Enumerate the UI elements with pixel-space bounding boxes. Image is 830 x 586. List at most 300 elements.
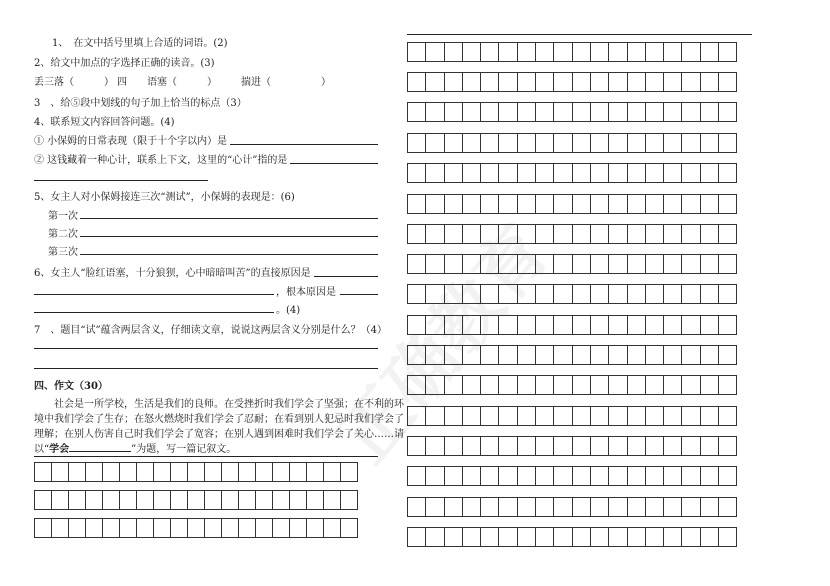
- grid-cell[interactable]: [553, 102, 572, 122]
- grid-cell[interactable]: [645, 436, 664, 456]
- grid-cell[interactable]: [681, 254, 700, 274]
- grid-cell[interactable]: [663, 102, 682, 122]
- grid-cell[interactable]: [700, 72, 719, 92]
- grid-cell[interactable]: [480, 527, 499, 547]
- grid-cell[interactable]: [462, 224, 481, 244]
- grid-cell[interactable]: [289, 490, 307, 510]
- grid-cell[interactable]: [480, 163, 499, 183]
- grid-cell[interactable]: [535, 102, 554, 122]
- grid-cell[interactable]: [572, 345, 591, 365]
- grid-cell[interactable]: [498, 406, 517, 426]
- grid-cell[interactable]: [608, 406, 627, 426]
- grid-cell[interactable]: [590, 72, 609, 92]
- grid-cell[interactable]: [718, 466, 737, 486]
- grid-cell[interactable]: [535, 497, 554, 517]
- grid-cell[interactable]: [681, 42, 700, 62]
- grid-cell[interactable]: [480, 375, 499, 395]
- grid-cell[interactable]: [444, 466, 463, 486]
- grid-cell[interactable]: [34, 462, 52, 482]
- grid-cell[interactable]: [462, 163, 481, 183]
- grid-cell[interactable]: [444, 315, 463, 335]
- grid-cell[interactable]: [425, 436, 444, 456]
- grid-cell[interactable]: [221, 462, 239, 482]
- grid-cell[interactable]: [462, 254, 481, 274]
- grid-cell[interactable]: [340, 462, 358, 482]
- grid-cell[interactable]: [498, 315, 517, 335]
- grid-cell[interactable]: [645, 345, 664, 365]
- grid-cell[interactable]: [663, 133, 682, 153]
- grid-cell[interactable]: [238, 490, 256, 510]
- grid-cell[interactable]: [608, 375, 627, 395]
- grid-cell[interactable]: [535, 315, 554, 335]
- grid-cell[interactable]: [681, 466, 700, 486]
- grid-cell[interactable]: [498, 42, 517, 62]
- grid-cell[interactable]: [444, 224, 463, 244]
- grid-cell[interactable]: [681, 345, 700, 365]
- grid-cell[interactable]: [187, 518, 205, 538]
- grid-cell[interactable]: [462, 42, 481, 62]
- grid-cell[interactable]: [590, 224, 609, 244]
- grid-cell[interactable]: [407, 72, 426, 92]
- grid-cell[interactable]: [553, 527, 572, 547]
- grid-cell[interactable]: [572, 163, 591, 183]
- grid-cell[interactable]: [425, 406, 444, 426]
- grid-cell[interactable]: [535, 163, 554, 183]
- grid-cell[interactable]: [517, 72, 536, 92]
- grid-cell[interactable]: [553, 163, 572, 183]
- grid-cell[interactable]: [590, 466, 609, 486]
- grid-cell[interactable]: [462, 436, 481, 456]
- grid-cell[interactable]: [553, 345, 572, 365]
- grid-cell[interactable]: [498, 194, 517, 214]
- writing-grid-row[interactable]: [407, 345, 736, 365]
- grid-cell[interactable]: [407, 163, 426, 183]
- grid-cell[interactable]: [608, 224, 627, 244]
- grid-cell[interactable]: [204, 462, 222, 482]
- grid-cell[interactable]: [608, 345, 627, 365]
- grid-cell[interactable]: [590, 406, 609, 426]
- grid-cell[interactable]: [718, 284, 737, 304]
- grid-cell[interactable]: [608, 163, 627, 183]
- grid-cell[interactable]: [700, 254, 719, 274]
- grid-cell[interactable]: [407, 194, 426, 214]
- grid-cell[interactable]: [627, 254, 646, 274]
- grid-cell[interactable]: [425, 102, 444, 122]
- grid-cell[interactable]: [700, 406, 719, 426]
- grid-cell[interactable]: [663, 194, 682, 214]
- grid-cell[interactable]: [608, 72, 627, 92]
- grid-cell[interactable]: [425, 194, 444, 214]
- grid-cell[interactable]: [590, 375, 609, 395]
- grid-cell[interactable]: [498, 133, 517, 153]
- grid-cell[interactable]: [407, 436, 426, 456]
- grid-cell[interactable]: [681, 133, 700, 153]
- grid-cell[interactable]: [645, 133, 664, 153]
- grid-cell[interactable]: [462, 466, 481, 486]
- writing-grid-row[interactable]: [407, 42, 736, 62]
- grid-cell[interactable]: [425, 163, 444, 183]
- grid-cell[interactable]: [425, 254, 444, 274]
- grid-cell[interactable]: [608, 497, 627, 517]
- grid-cell[interactable]: [68, 518, 86, 538]
- grid-cell[interactable]: [306, 490, 324, 510]
- grid-cell[interactable]: [517, 527, 536, 547]
- grid-cell[interactable]: [480, 133, 499, 153]
- grid-cell[interactable]: [553, 72, 572, 92]
- grid-cell[interactable]: [700, 345, 719, 365]
- writing-grid-row[interactable]: [407, 284, 736, 304]
- grid-cell[interactable]: [480, 284, 499, 304]
- grid-cell[interactable]: [645, 284, 664, 304]
- grid-cell[interactable]: [590, 284, 609, 304]
- grid-cell[interactable]: [572, 284, 591, 304]
- grid-cell[interactable]: [85, 490, 103, 510]
- grid-cell[interactable]: [480, 102, 499, 122]
- grid-cell[interactable]: [608, 466, 627, 486]
- grid-cell[interactable]: [718, 72, 737, 92]
- grid-cell[interactable]: [425, 375, 444, 395]
- grid-cell[interactable]: [608, 436, 627, 456]
- grid-cell[interactable]: [323, 490, 341, 510]
- grid-cell[interactable]: [553, 436, 572, 456]
- grid-cell[interactable]: [444, 194, 463, 214]
- grid-cell[interactable]: [663, 254, 682, 274]
- grid-cell[interactable]: [34, 490, 52, 510]
- grid-cell[interactable]: [645, 72, 664, 92]
- grid-cell[interactable]: [444, 406, 463, 426]
- grid-cell[interactable]: [681, 315, 700, 335]
- grid-cell[interactable]: [627, 133, 646, 153]
- grid-cell[interactable]: [102, 518, 120, 538]
- grid-cell[interactable]: [462, 72, 481, 92]
- grid-cell[interactable]: [407, 497, 426, 517]
- grid-cell[interactable]: [645, 527, 664, 547]
- grid-cell[interactable]: [627, 315, 646, 335]
- grid-cell[interactable]: [407, 102, 426, 122]
- grid-cell[interactable]: [136, 518, 154, 538]
- grid-cell[interactable]: [572, 315, 591, 335]
- grid-cell[interactable]: [535, 406, 554, 426]
- grid-cell[interactable]: [553, 315, 572, 335]
- grid-cell[interactable]: [718, 406, 737, 426]
- grid-cell[interactable]: [663, 497, 682, 517]
- grid-cell[interactable]: [535, 345, 554, 365]
- grid-cell[interactable]: [681, 375, 700, 395]
- grid-cell[interactable]: [663, 466, 682, 486]
- grid-cell[interactable]: [718, 527, 737, 547]
- grid-cell[interactable]: [718, 345, 737, 365]
- grid-cell[interactable]: [718, 102, 737, 122]
- grid-cell[interactable]: [407, 315, 426, 335]
- grid-cell[interactable]: [535, 224, 554, 244]
- grid-cell[interactable]: [645, 224, 664, 244]
- grid-cell[interactable]: [663, 315, 682, 335]
- grid-cell[interactable]: [517, 284, 536, 304]
- grid-cell[interactable]: [340, 518, 358, 538]
- grid-cell[interactable]: [535, 254, 554, 274]
- writing-grid-row[interactable]: [407, 133, 736, 153]
- grid-cell[interactable]: [700, 497, 719, 517]
- grid-cell[interactable]: [700, 42, 719, 62]
- grid-cell[interactable]: [681, 102, 700, 122]
- grid-cell[interactable]: [462, 345, 481, 365]
- grid-cell[interactable]: [627, 284, 646, 304]
- grid-cell[interactable]: [462, 497, 481, 517]
- grid-cell[interactable]: [535, 133, 554, 153]
- grid-cell[interactable]: [700, 527, 719, 547]
- grid-cell[interactable]: [517, 466, 536, 486]
- grid-cell[interactable]: [85, 518, 103, 538]
- grid-cell[interactable]: [444, 72, 463, 92]
- grid-cell[interactable]: [425, 497, 444, 517]
- grid-cell[interactable]: [407, 375, 426, 395]
- writing-grid-row[interactable]: [407, 163, 736, 183]
- grid-cell[interactable]: [718, 224, 737, 244]
- grid-cell[interactable]: [663, 345, 682, 365]
- grid-cell[interactable]: [700, 375, 719, 395]
- grid-cell[interactable]: [498, 375, 517, 395]
- grid-cell[interactable]: [572, 133, 591, 153]
- grid-cell[interactable]: [204, 518, 222, 538]
- grid-cell[interactable]: [572, 102, 591, 122]
- grid-cell[interactable]: [444, 345, 463, 365]
- grid-cell[interactable]: [681, 406, 700, 426]
- grid-cell[interactable]: [255, 490, 273, 510]
- grid-cell[interactable]: [663, 42, 682, 62]
- writing-grid-row[interactable]: [407, 497, 736, 517]
- grid-cell[interactable]: [407, 527, 426, 547]
- grid-cell[interactable]: [119, 490, 137, 510]
- grid-cell[interactable]: [645, 497, 664, 517]
- grid-cell[interactable]: [663, 224, 682, 244]
- grid-cell[interactable]: [553, 406, 572, 426]
- grid-cell[interactable]: [627, 345, 646, 365]
- grid-cell[interactable]: [480, 436, 499, 456]
- grid-cell[interactable]: [553, 224, 572, 244]
- grid-cell[interactable]: [462, 406, 481, 426]
- grid-cell[interactable]: [517, 315, 536, 335]
- grid-cell[interactable]: [425, 42, 444, 62]
- grid-cell[interactable]: [572, 375, 591, 395]
- grid-cell[interactable]: [306, 518, 324, 538]
- grid-cell[interactable]: [627, 466, 646, 486]
- grid-cell[interactable]: [718, 194, 737, 214]
- grid-cell[interactable]: [187, 490, 205, 510]
- grid-cell[interactable]: [718, 254, 737, 274]
- grid-cell[interactable]: [572, 254, 591, 274]
- grid-cell[interactable]: [289, 462, 307, 482]
- grid-cell[interactable]: [517, 42, 536, 62]
- grid-cell[interactable]: [444, 102, 463, 122]
- grid-cell[interactable]: [608, 527, 627, 547]
- grid-cell[interactable]: [170, 518, 188, 538]
- grid-cell[interactable]: [590, 163, 609, 183]
- grid-cell[interactable]: [608, 254, 627, 274]
- grid-cell[interactable]: [444, 527, 463, 547]
- grid-cell[interactable]: [480, 406, 499, 426]
- grid-cell[interactable]: [425, 466, 444, 486]
- grid-cell[interactable]: [645, 163, 664, 183]
- grid-cell[interactable]: [627, 436, 646, 456]
- grid-cell[interactable]: [553, 466, 572, 486]
- grid-cell[interactable]: [645, 42, 664, 62]
- grid-cell[interactable]: [645, 466, 664, 486]
- grid-cell[interactable]: [51, 490, 69, 510]
- grid-cell[interactable]: [700, 436, 719, 456]
- grid-cell[interactable]: [572, 194, 591, 214]
- grid-cell[interactable]: [572, 42, 591, 62]
- grid-cell[interactable]: [627, 406, 646, 426]
- grid-cell[interactable]: [535, 436, 554, 456]
- grid-cell[interactable]: [444, 497, 463, 517]
- grid-cell[interactable]: [681, 527, 700, 547]
- writing-grid-row[interactable]: [407, 466, 736, 486]
- grid-cell[interactable]: [572, 72, 591, 92]
- grid-cell[interactable]: [85, 462, 103, 482]
- grid-cell[interactable]: [681, 497, 700, 517]
- grid-cell[interactable]: [663, 284, 682, 304]
- grid-cell[interactable]: [681, 224, 700, 244]
- grid-cell[interactable]: [323, 518, 341, 538]
- grid-cell[interactable]: [517, 406, 536, 426]
- grid-cell[interactable]: [681, 194, 700, 214]
- grid-cell[interactable]: [498, 466, 517, 486]
- grid-cell[interactable]: [51, 462, 69, 482]
- grid-cell[interactable]: [272, 462, 290, 482]
- grid-cell[interactable]: [498, 497, 517, 517]
- grid-cell[interactable]: [498, 284, 517, 304]
- grid-cell[interactable]: [444, 375, 463, 395]
- grid-cell[interactable]: [535, 194, 554, 214]
- writing-grid-row[interactable]: [407, 406, 736, 426]
- grid-cell[interactable]: [498, 102, 517, 122]
- grid-cell[interactable]: [627, 375, 646, 395]
- grid-cell[interactable]: [572, 406, 591, 426]
- grid-cell[interactable]: [407, 406, 426, 426]
- grid-cell[interactable]: [272, 518, 290, 538]
- grid-cell[interactable]: [221, 518, 239, 538]
- grid-cell[interactable]: [663, 406, 682, 426]
- grid-cell[interactable]: [718, 436, 737, 456]
- grid-cell[interactable]: [425, 284, 444, 304]
- grid-cell[interactable]: [444, 163, 463, 183]
- grid-cell[interactable]: [645, 194, 664, 214]
- grid-cell[interactable]: [663, 436, 682, 456]
- grid-cell[interactable]: [718, 315, 737, 335]
- grid-cell[interactable]: [517, 497, 536, 517]
- grid-cell[interactable]: [462, 284, 481, 304]
- grid-cell[interactable]: [663, 527, 682, 547]
- grid-cell[interactable]: [700, 315, 719, 335]
- grid-cell[interactable]: [553, 254, 572, 274]
- grid-cell[interactable]: [498, 163, 517, 183]
- grid-cell[interactable]: [700, 224, 719, 244]
- grid-cell[interactable]: [553, 42, 572, 62]
- grid-cell[interactable]: [480, 466, 499, 486]
- grid-cell[interactable]: [238, 462, 256, 482]
- grid-cell[interactable]: [608, 194, 627, 214]
- grid-cell[interactable]: [204, 490, 222, 510]
- grid-cell[interactable]: [590, 194, 609, 214]
- grid-cell[interactable]: [340, 490, 358, 510]
- grid-cell[interactable]: [462, 315, 481, 335]
- grid-cell[interactable]: [572, 436, 591, 456]
- grid-cell[interactable]: [170, 490, 188, 510]
- grid-cell[interactable]: [221, 490, 239, 510]
- grid-cell[interactable]: [306, 462, 324, 482]
- grid-cell[interactable]: [255, 518, 273, 538]
- grid-cell[interactable]: [627, 72, 646, 92]
- grid-cell[interactable]: [663, 163, 682, 183]
- writing-grid-row[interactable]: [407, 527, 736, 547]
- grid-cell[interactable]: [153, 518, 171, 538]
- grid-cell[interactable]: [535, 527, 554, 547]
- grid-cell[interactable]: [681, 284, 700, 304]
- grid-cell[interactable]: [462, 194, 481, 214]
- grid-cell[interactable]: [645, 254, 664, 274]
- grid-cell[interactable]: [425, 224, 444, 244]
- grid-cell[interactable]: [517, 436, 536, 456]
- grid-cell[interactable]: [444, 133, 463, 153]
- grid-cell[interactable]: [645, 102, 664, 122]
- grid-cell[interactable]: [608, 133, 627, 153]
- grid-cell[interactable]: [170, 462, 188, 482]
- grid-cell[interactable]: [480, 497, 499, 517]
- grid-cell[interactable]: [700, 163, 719, 183]
- grid-cell[interactable]: [407, 224, 426, 244]
- grid-cell[interactable]: [608, 284, 627, 304]
- grid-cell[interactable]: [627, 497, 646, 517]
- grid-cell[interactable]: [553, 497, 572, 517]
- writing-grid-row[interactable]: [407, 102, 736, 122]
- grid-cell[interactable]: [444, 436, 463, 456]
- grid-cell[interactable]: [645, 375, 664, 395]
- grid-cell[interactable]: [153, 490, 171, 510]
- grid-cell[interactable]: [498, 436, 517, 456]
- writing-grid-row[interactable]: [407, 375, 736, 395]
- grid-cell[interactable]: [498, 527, 517, 547]
- grid-cell[interactable]: [480, 72, 499, 92]
- grid-cell[interactable]: [102, 490, 120, 510]
- grid-cell[interactable]: [553, 284, 572, 304]
- grid-cell[interactable]: [119, 518, 137, 538]
- grid-cell[interactable]: [187, 462, 205, 482]
- grid-cell[interactable]: [407, 466, 426, 486]
- grid-cell[interactable]: [68, 462, 86, 482]
- grid-cell[interactable]: [480, 254, 499, 274]
- grid-cell[interactable]: [498, 224, 517, 244]
- grid-cell[interactable]: [572, 497, 591, 517]
- grid-cell[interactable]: [572, 466, 591, 486]
- grid-cell[interactable]: [34, 518, 52, 538]
- grid-cell[interactable]: [517, 375, 536, 395]
- grid-cell[interactable]: [444, 42, 463, 62]
- writing-grid-row[interactable]: [407, 224, 736, 244]
- grid-cell[interactable]: [590, 345, 609, 365]
- grid-cell[interactable]: [498, 72, 517, 92]
- grid-cell[interactable]: [255, 462, 273, 482]
- grid-cell[interactable]: [517, 345, 536, 365]
- grid-cell[interactable]: [590, 254, 609, 274]
- grid-cell[interactable]: [462, 133, 481, 153]
- grid-cell[interactable]: [289, 518, 307, 538]
- grid-cell[interactable]: [407, 42, 426, 62]
- grid-cell[interactable]: [425, 315, 444, 335]
- grid-cell[interactable]: [136, 490, 154, 510]
- grid-cell[interactable]: [238, 518, 256, 538]
- grid-cell[interactable]: [700, 133, 719, 153]
- grid-cell[interactable]: [407, 133, 426, 153]
